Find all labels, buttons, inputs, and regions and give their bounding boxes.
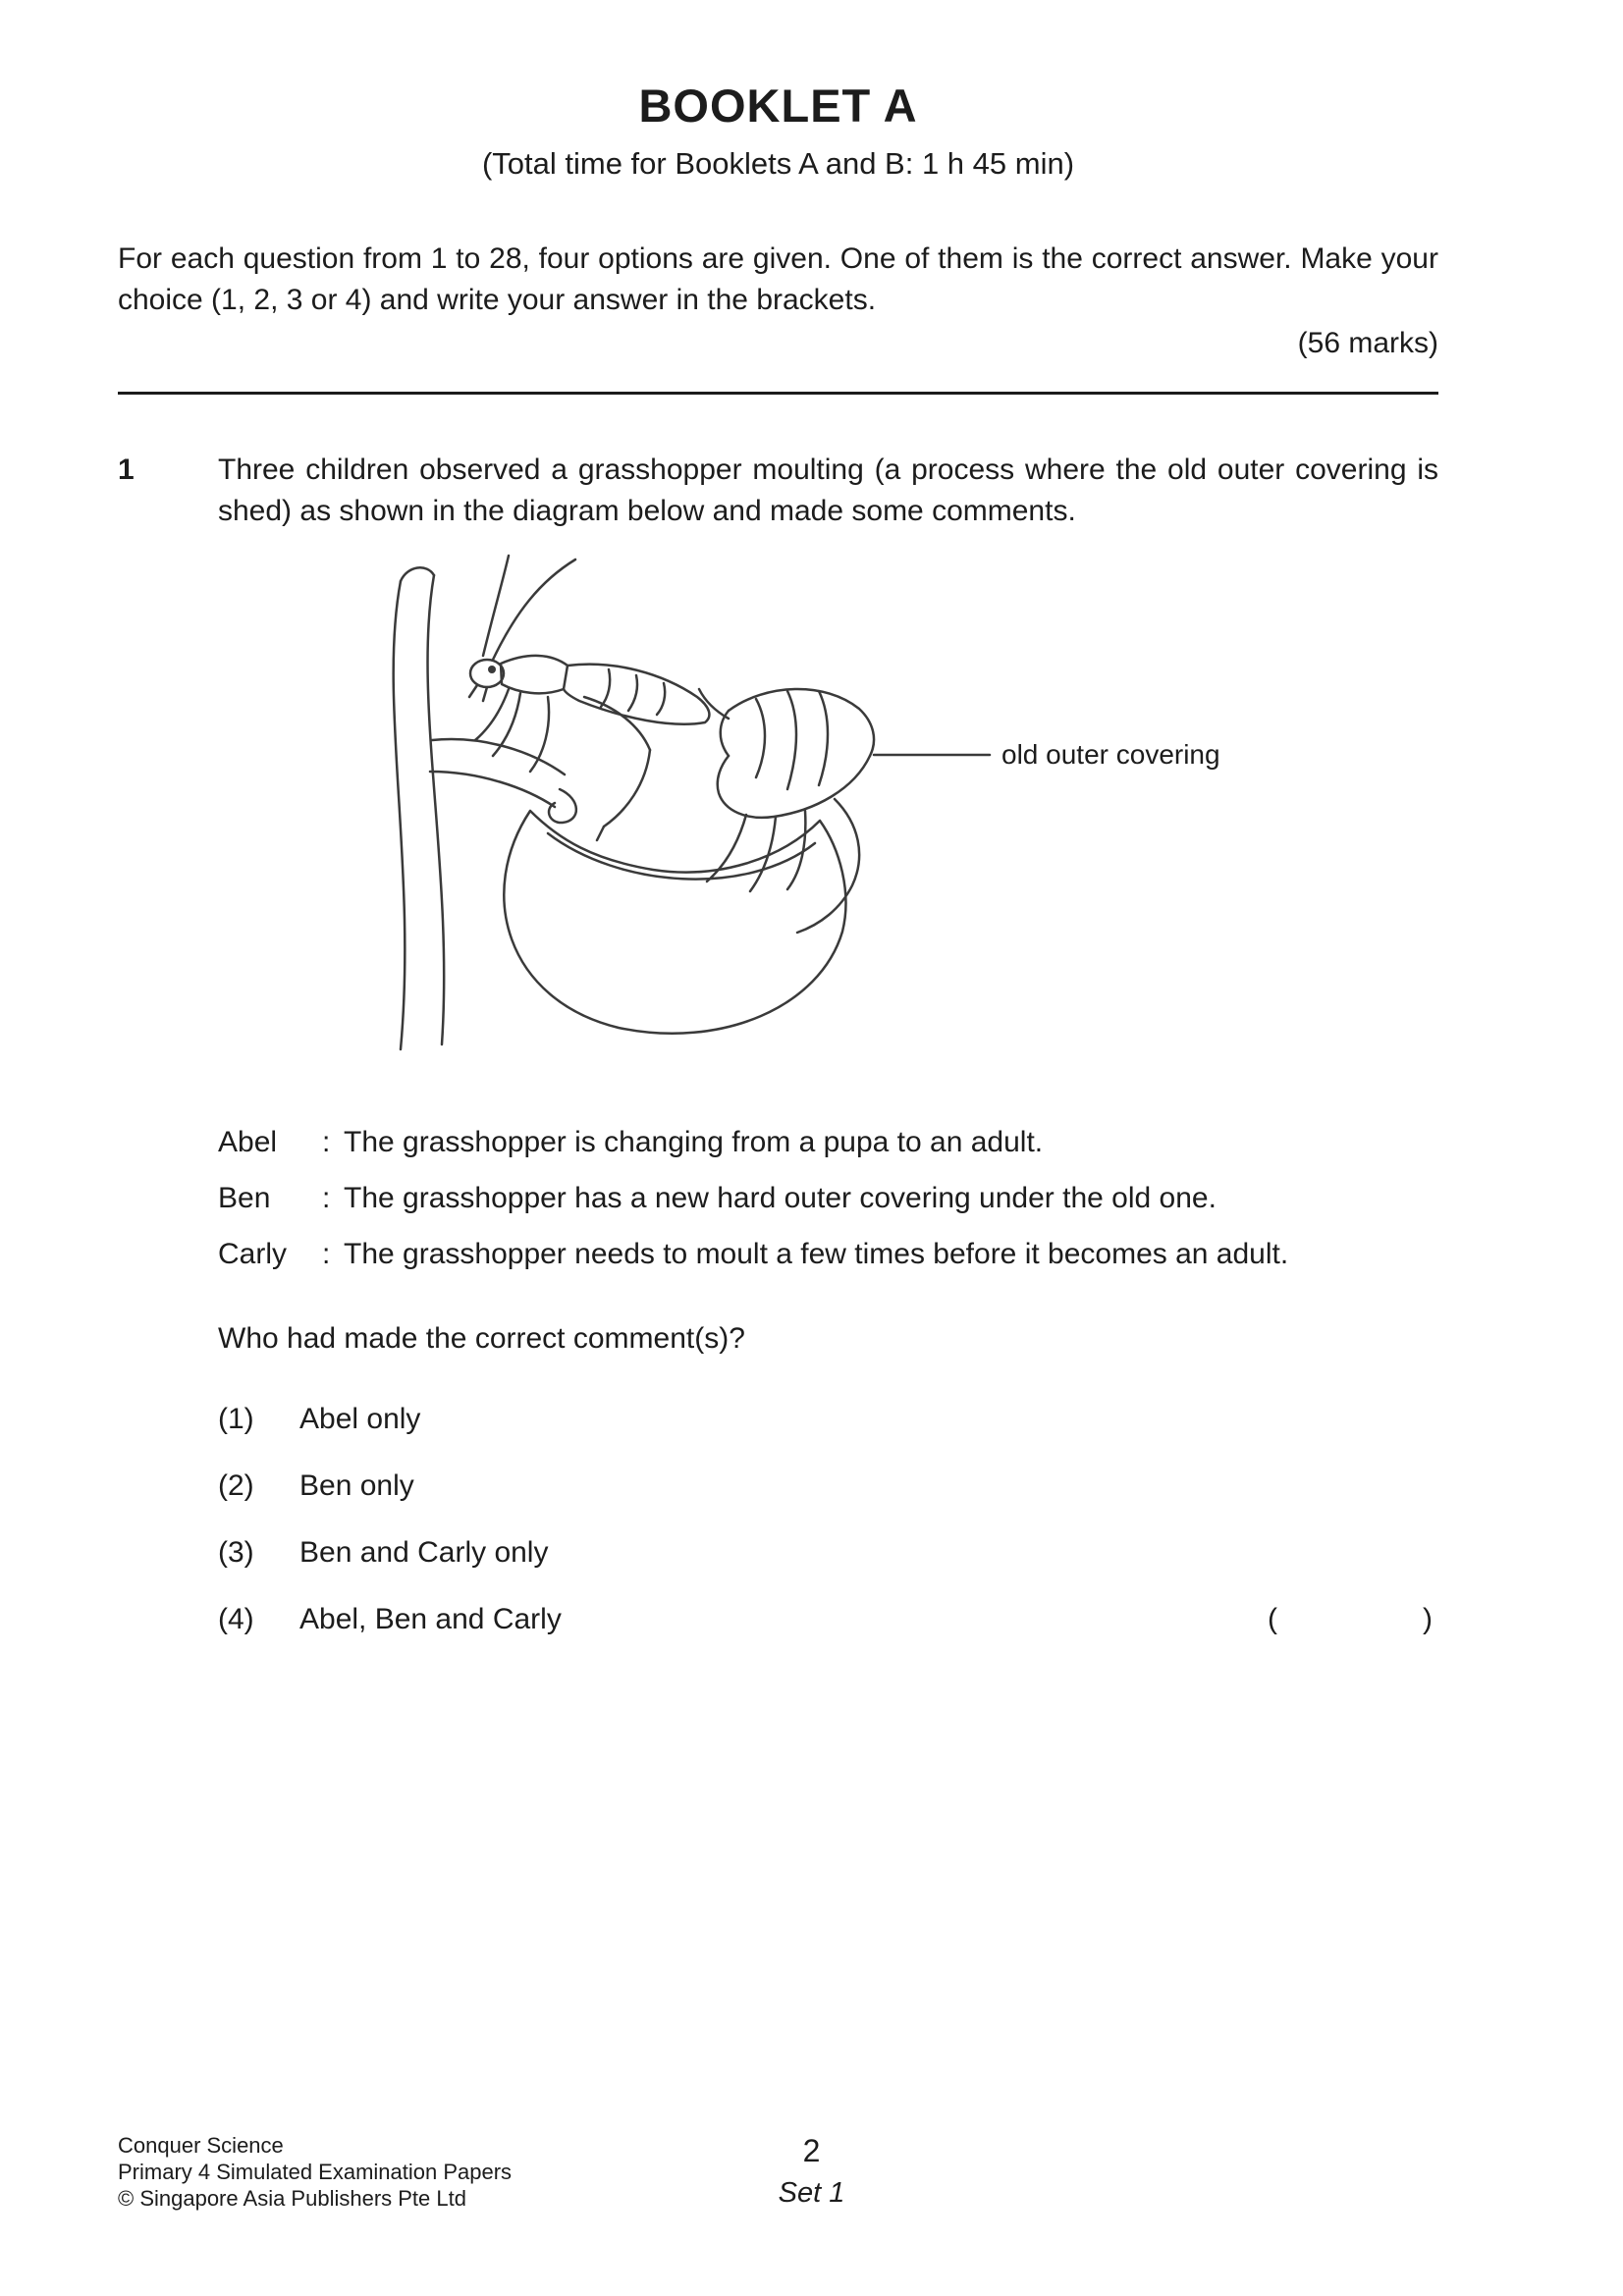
comment-text: The grasshopper is changing from a pupa to an adult. [344, 1126, 1044, 1158]
comment-name: Abel [218, 1126, 278, 1158]
comment-text: The grasshopper has a new hard outer covering under the old one. [344, 1182, 1217, 1214]
question-prompt: Who had made the correct comment(s)? [218, 1322, 745, 1355]
answer-bracket-close: ) [1423, 1603, 1433, 1635]
comment-name: Ben [218, 1182, 271, 1214]
question-text: Three children observed a grasshopper moulting (a process where the old outer covering is shed) as shown in the diagram below and made some comments. [218, 454, 1438, 527]
comment-ben [218, 1178, 1438, 1219]
total-marks: (56 marks) [1297, 327, 1438, 359]
grasshopper-illustration [285, 554, 992, 1064]
comment-carly [218, 1234, 1438, 1275]
instructions-text: For each question from 1 to 28, four options are given. One of them is the correct answer. Make your choice (1, 2, 3 or 4) and write your answer in the brackets. [118, 242, 1438, 316]
question-number: 1 [118, 454, 135, 486]
option-2 [218, 1466, 1438, 1507]
option-number: (2) [218, 1469, 254, 1502]
comments-list [218, 1122, 1438, 1275]
question-1 [118, 450, 1438, 1640]
footer-line-3: © Singapore Asia Publishers Pte Ltd [118, 2186, 466, 2211]
option-text: Abel, Ben and Carly [299, 1603, 562, 1635]
footer-page-info [0, 2132, 1623, 2211]
grasshopper-moulting-diagram [118, 554, 1438, 1089]
option-text: Abel only [299, 1403, 421, 1435]
footer-line-1: Conquer Science [118, 2133, 284, 2158]
comment-text: The grasshopper needs to moult a few times before it becomes an adult. [344, 1238, 1289, 1270]
comment-colon: : [322, 1238, 331, 1270]
option-3 [218, 1532, 1438, 1574]
option-number: (1) [218, 1403, 254, 1435]
section-divider [118, 392, 1438, 395]
comment-colon: : [322, 1126, 331, 1158]
option-1 [218, 1399, 1438, 1440]
option-text: Ben only [299, 1469, 414, 1502]
comment-colon: : [322, 1182, 331, 1214]
comment-name: Carly [218, 1238, 288, 1270]
answer-brackets [1268, 1599, 1433, 1640]
answer-bracket-open: ( [1268, 1603, 1277, 1635]
booklet-title: BOOKLET A [638, 80, 918, 132]
booklet-subtitle: (Total time for Booklets A and B: 1 h 45 min) [481, 146, 1075, 181]
option-number: (4) [218, 1603, 254, 1635]
diagram-label-old-outer-covering: old outer covering [1001, 739, 1220, 770]
option-text: Ben and Carly only [299, 1536, 549, 1569]
set-label: Set 1 [778, 2177, 845, 2209]
page-number: 2 [802, 2133, 821, 2168]
comment-abel [218, 1122, 1438, 1163]
option-4 [218, 1599, 1438, 1640]
options-list [218, 1399, 1438, 1640]
option-number: (3) [218, 1536, 254, 1569]
footer-line-2: Primary 4 Simulated Examination Papers [118, 2160, 513, 2184]
